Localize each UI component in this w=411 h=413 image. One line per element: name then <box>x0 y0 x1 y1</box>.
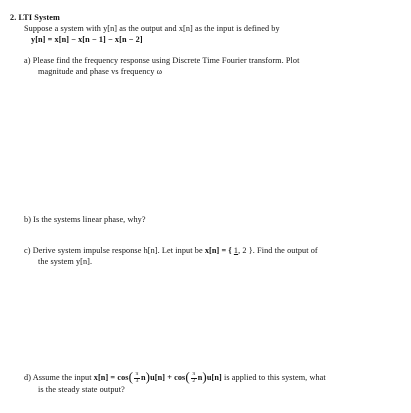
part-c-rest: , 2 }. Find the output of <box>238 246 318 255</box>
part-d-un2: u[n] <box>206 372 222 382</box>
fraction-2-denominator: 2 <box>192 377 196 384</box>
fraction-2-numerator: π <box>192 371 196 377</box>
part-c-prefix: c) Derive system impulse response h[n]. Let input be <box>24 246 205 255</box>
problem-intro: Suppose a system with y[n] as the output and x[n] as the input is defined by <box>24 24 280 33</box>
part-c-input: x[n] = { <box>204 246 234 255</box>
part-d-suffix: is applied to this system, what <box>221 372 326 382</box>
part-c-line2: the system y[n]. <box>38 257 93 266</box>
problem-heading: 2. LTI System <box>10 13 60 22</box>
part-c-first-sample: 1 <box>233 246 239 255</box>
part-d-line1 <box>24 369 326 384</box>
part-c-line1 <box>24 246 318 256</box>
part-d-n1: n <box>141 372 146 382</box>
part-a-line1: a) Please find the frequency response using Discrete Time Fourier transform. Plot <box>24 56 300 65</box>
part-d-xn: x[n] = cos <box>93 372 129 382</box>
fraction-1-numerator: π <box>135 371 139 377</box>
part-d-un1: u[n] + cos <box>150 372 186 382</box>
part-d-line2: is the steady state output? <box>38 385 125 394</box>
fraction-2 <box>191 372 197 384</box>
paren-open-2: ( <box>185 369 190 384</box>
paren-open-1: ( <box>128 369 133 384</box>
fraction-1 <box>134 372 140 384</box>
paren-close-2: ) <box>202 369 207 384</box>
part-a-line2: magnitude and phase vs frequency ω <box>38 67 163 76</box>
part-b-line1: b) Is the systems linear phase, why? <box>24 215 146 224</box>
part-d-n2: n <box>197 372 203 382</box>
fraction-1-denominator: 3 <box>135 377 139 384</box>
part-d-prefix: d) Assume the input <box>24 372 94 382</box>
paren-close-1: ) <box>145 369 151 384</box>
problem-equation: y[n] = x[n] − x[n − 1] − x[n − 2] <box>31 35 143 44</box>
